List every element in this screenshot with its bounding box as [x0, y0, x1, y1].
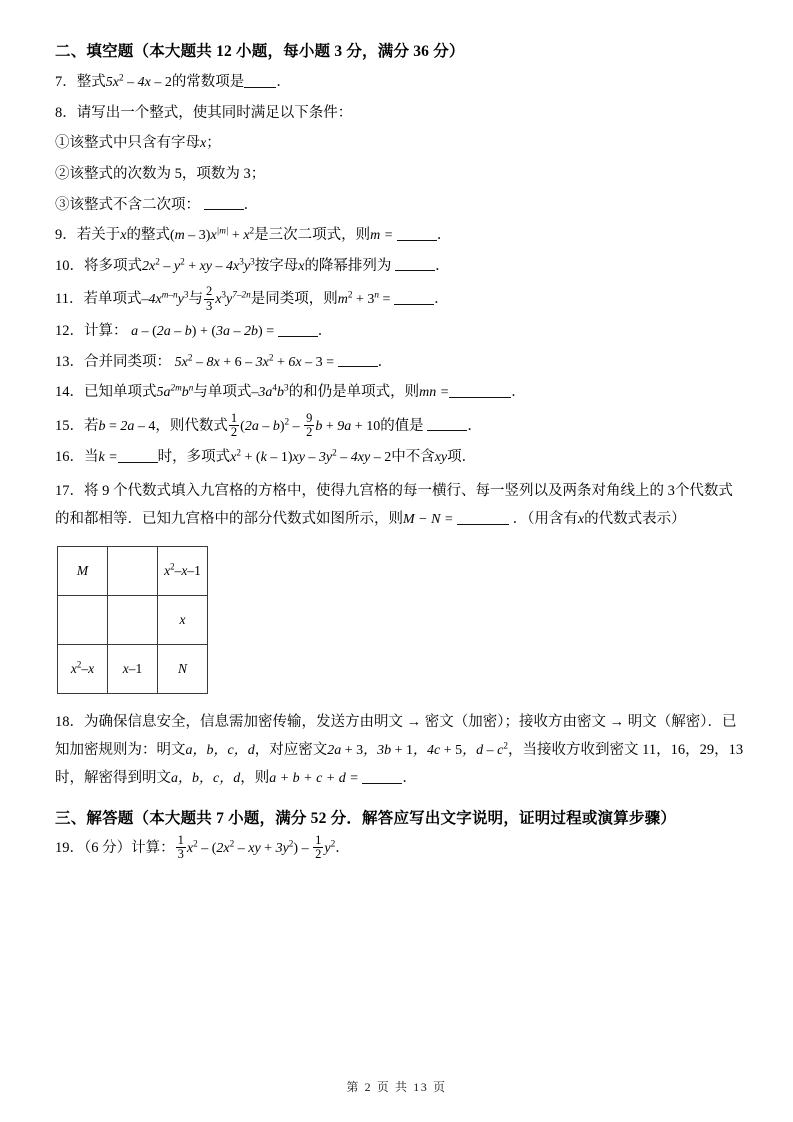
magic-square-cell-r1c1: M: [58, 546, 108, 595]
question-9-post: 是三次二项式，则: [254, 227, 371, 244]
page-footer: 第 2 页 共 13 页: [346, 1080, 447, 1094]
question-8-item-2: [55, 163, 745, 186]
question-7-post: 的常数项是: [171, 74, 245, 91]
question-14-expression-2: $-3a^4b^3$: [251, 382, 289, 401]
question-14-answer-blank[interactable]: [449, 384, 511, 398]
question-13-number: 13．: [55, 353, 84, 370]
question-10-answer-blank[interactable]: [395, 257, 435, 271]
question-16-post: 中不含: [391, 449, 435, 466]
question-14-post: 的和仍是单项式，则: [288, 384, 420, 401]
question-8-number: 8．: [55, 104, 77, 121]
question-12-label: 计算：: [84, 322, 128, 339]
question-11-expression-1: $-4x^{m-n}y^3$: [141, 289, 189, 308]
question-12-answer-blank[interactable]: [278, 322, 318, 336]
question-8-item-1-text: ①该整式中只含有字母: [55, 135, 200, 152]
question-9-number: 9．: [55, 227, 77, 244]
question-15-post: 的值是: [380, 417, 424, 434]
question-9-mid: 的整式: [126, 227, 170, 244]
question-11-expression-2: $\frac{2}{3}$ $x^3y^{7-2n}$: [205, 284, 251, 313]
question-11-pre: 若单项式: [83, 291, 142, 308]
question-10-mid: 按字母: [254, 257, 299, 274]
question-9-unknown: m =: [370, 228, 394, 244]
question-15-pre: 若: [84, 417, 99, 434]
magic-square-row-3: [58, 644, 208, 693]
question-9: [55, 224, 745, 248]
question-11-unknown: $m^2 + 3^n$ =: [337, 289, 391, 308]
question-8-item-2-text: ②该整式的次数为 5，项数为 3；: [55, 166, 266, 183]
question-15-answer-blank[interactable]: [427, 417, 467, 431]
question-15-tail: ．: [467, 417, 482, 434]
question-17-line-1: 将 9 个代数式填入九宫格的方格中，使得九宫格的每一横行、每一竖列以及两条对角线上的 3: [84, 483, 675, 500]
magic-square-figure: [57, 546, 745, 694]
question-16-tail: 项．: [447, 449, 477, 466]
question-17-number: 17．: [55, 483, 84, 500]
page-content: [55, 40, 745, 868]
question-12-number: 12．: [55, 322, 84, 339]
question-12: [55, 320, 745, 344]
question-8-item-1: [55, 132, 745, 156]
question-14-conjunction: 与单项式: [193, 384, 252, 401]
question-18-line-3c: ，则: [240, 770, 270, 787]
question-17-line-3: 式表示）: [627, 511, 686, 528]
question-18-line-3e: ．: [402, 770, 417, 787]
question-18-line-2e: ，当接收方收到: [508, 741, 610, 758]
question-19: [55, 834, 745, 862]
question-15-mid: ，则代数式: [155, 417, 228, 434]
magic-square-cell-r2c3: x: [158, 595, 208, 644]
question-17-unknown: M − N =: [403, 512, 454, 528]
question-7-number: 7．: [55, 74, 77, 91]
question-7-tail: ．: [276, 74, 291, 91]
question-18-number: 18．: [55, 713, 84, 730]
question-10-variable: x: [298, 258, 305, 274]
question-15: [55, 412, 745, 440]
question-18: [55, 708, 745, 793]
question-10-expression: $2x^2 - y^2$ + xy – $4x^3y^3$: [142, 256, 255, 274]
question-19-label: 计算：: [131, 839, 175, 856]
question-10: [55, 255, 745, 279]
question-14: [55, 381, 745, 405]
question-16-unknown: k =: [98, 450, 118, 466]
question-15-condition: b = 2a – 4: [98, 418, 156, 434]
question-9-pre: 若关于: [76, 227, 121, 244]
question-11-answer-blank[interactable]: [394, 291, 434, 305]
question-10-pre: 将多项式: [84, 257, 142, 274]
question-18-line-2c: ，对应密文: [254, 741, 328, 758]
question-16-expression: $x^2 + (k - 1)xy - 3y^2 - 4xy - 2$: [230, 447, 392, 466]
question-11-number: 11．: [55, 291, 84, 308]
question-15-number: 15．: [55, 417, 84, 434]
question-8-stem: 请写出一个整式，使其同时满足以下条件：: [76, 104, 353, 121]
question-18-line-1: 为确保信息安全，信息需加密传输，发送方由明文 → 密文（加密）；接收方由密文 → 明文（解: [84, 713, 686, 730]
question-16-answer-blank[interactable]: [118, 449, 158, 463]
question-18-cipher-rules: 2a + 3，3b + 1，4c + 5，d – $c^2$: [327, 740, 508, 758]
question-16-term: xy: [434, 450, 448, 466]
question-14-unknown: mn =: [419, 385, 450, 401]
question-19-points: （6 分）: [84, 839, 132, 856]
question-18-unknown: a + b + c + d =: [269, 771, 359, 787]
question-11-tail: ．: [434, 291, 449, 308]
question-8-item-3: [55, 194, 745, 217]
question-13-label: 合并同类项：: [84, 353, 171, 370]
magic-square-cell-r3c1: $x^2-x$: [58, 644, 108, 693]
question-7-pre: 整式: [76, 74, 106, 91]
magic-square-row-1: [58, 546, 208, 595]
question-16-pre: 当: [84, 449, 99, 466]
question-8-item-1-tail: ；: [206, 135, 221, 152]
magic-square-cell-r3c3: N: [158, 644, 208, 693]
question-17-answer-blank[interactable]: [457, 511, 509, 525]
question-17: [55, 477, 745, 534]
question-15-expression: $\frac{1}{2}$ (2a – b)$^2$ – $\frac{9}{2}$ b + 9a + 10: [230, 410, 381, 440]
question-8-item-3-tail: ．: [243, 196, 259, 213]
section-heading-fill-in-blanks: 二、填空题（本大题共 12 小题，每小题 3 分，满分 36 分）: [55, 43, 465, 60]
question-17-line-2e: 的代数: [584, 511, 628, 528]
question-19-tail: ．: [335, 839, 350, 856]
question-9-variable: x: [120, 228, 127, 244]
magic-square-table: [57, 546, 208, 694]
question-8-answer-blank[interactable]: [204, 196, 244, 210]
magic-square-cell-r3c2: x–1: [108, 644, 158, 693]
question-18-answer-blank[interactable]: [362, 770, 402, 784]
question-9-expression: $(m - 3)x^{|m|} + x^2$: [169, 225, 255, 244]
magic-square-cell-r2c1: [58, 595, 108, 644]
question-14-pre: 已知单项式: [84, 384, 157, 401]
question-16-number: 16．: [55, 449, 84, 466]
question-12-expression: a – (2a – b) + (3a – 2b) =: [131, 323, 275, 339]
question-9-tail: ．: [436, 227, 452, 244]
question-11-conjunction: 与: [188, 291, 203, 308]
question-18-plaintext-vars: a，b，c，d: [185, 742, 255, 758]
question-10-post: 的降幂排列为: [304, 257, 392, 274]
question-17-variable: x: [577, 512, 585, 528]
question-14-number: 14．: [55, 384, 84, 401]
question-17-line-2c: ．（用含有: [512, 511, 578, 528]
magic-square-row-2: [58, 595, 208, 644]
question-9-answer-blank[interactable]: [397, 226, 437, 240]
question-8-item-1-variable: x: [200, 136, 207, 152]
question-13-answer-blank[interactable]: [338, 353, 378, 367]
question-16-mid: 时，多项式: [157, 449, 231, 466]
magic-square-cell-r2c2: [108, 595, 158, 644]
question-7-expression: $5x^2 - 4x - 2$: [105, 72, 172, 91]
question-10-tail: ．: [435, 257, 450, 274]
question-13-tail: ．: [377, 353, 393, 370]
question-7-answer-blank[interactable]: [244, 74, 276, 88]
magic-square-cell-r1c3: $x^2-x-1$: [158, 546, 208, 595]
question-14-tail: ．: [511, 384, 526, 401]
question-16: [55, 446, 745, 470]
question-11: [55, 285, 745, 313]
question-18-line-2a: 密）．已知加密规则为：明文: [55, 713, 737, 758]
question-12-tail: ．: [317, 322, 333, 339]
question-7: [55, 71, 745, 95]
section-heading-answer-questions: 三、解答题（本大题共 7 小题，满分 52 分．解答应写出文字说明，证明过程或演算步骤）: [55, 809, 677, 827]
question-18-decoded-vars: a，b，c，d: [171, 771, 241, 787]
question-19-expression: $\frac{1}{3}$ $x^2 - (2x^2$ – xy + $3y^2$) – $\frac{1}{2}$ $y^2$: [177, 832, 336, 861]
question-19-number: 19．: [55, 839, 84, 856]
question-10-number: 10．: [55, 257, 84, 274]
question-8: [55, 102, 745, 125]
question-18-line-3a: 密文 11，16，29，13 时，解密得到明文: [55, 741, 744, 787]
question-17-line-2a: 个代数式的和都相等．已知九宫格中的部分代数式如图所示，则: [55, 483, 733, 528]
magic-square-cell-r1c2: [108, 546, 158, 595]
question-8-item-3-text: ③该整式不含二次项：: [55, 196, 200, 213]
question-13-expression: $5x^2 - 8x + 6 - 3x^2 + 6x - 3$ =: [174, 351, 334, 370]
question-11-post: 是同类项，则: [250, 291, 338, 308]
question-14-expression-1: $5a^{2m}b^n$: [156, 382, 194, 401]
question-13: [55, 351, 745, 375]
